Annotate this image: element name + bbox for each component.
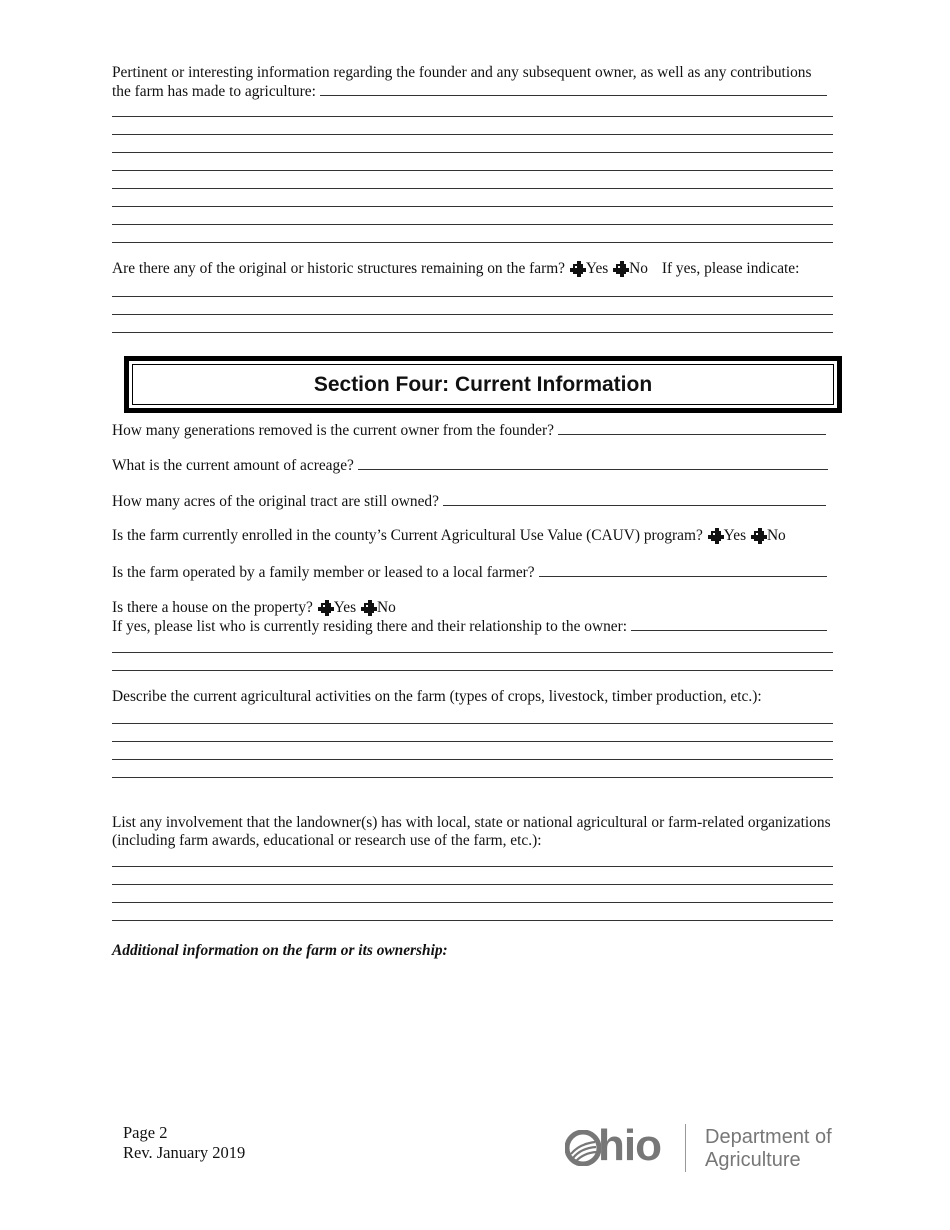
founder-info-prompt-line2 <box>112 82 827 101</box>
founder-info-line[interactable] <box>112 170 833 171</box>
involvement-question-line1: List any involvement that the landowner(s) has with local, state or national agricultural or farm-related organizations <box>112 814 831 831</box>
checkbox-icon[interactable] <box>754 531 764 541</box>
original-acres-question: How many acres of the original tract are still owned? <box>112 493 439 510</box>
checkbox-icon[interactable] <box>573 264 583 274</box>
structures-question-row <box>112 260 799 278</box>
acreage-field[interactable] <box>358 456 828 470</box>
checkbox-icon[interactable] <box>364 603 374 613</box>
structures-no-label: No <box>629 260 648 277</box>
house-question: Is there a house on the property? <box>112 599 313 616</box>
residing-row <box>112 617 827 636</box>
logo-divider <box>685 1124 686 1172</box>
involvement-line[interactable] <box>112 920 833 921</box>
revision-date: Rev. January 2019 <box>123 1143 246 1162</box>
checkbox-icon[interactable] <box>321 603 331 613</box>
ohio-logo-icon <box>565 1130 601 1166</box>
activities-question: Describe the current agricultural activities on the farm (types of crops, livestock, timber production, etc.): <box>112 688 762 705</box>
checkbox-icon[interactable] <box>711 531 721 541</box>
founder-info-label: the farm has made to agriculture: <box>112 83 316 100</box>
cauv-question: Is the farm currently enrolled in the county’s Current Agricultural Use Value (CAUV) program? <box>112 527 703 544</box>
founder-info-line[interactable] <box>112 206 833 207</box>
additional-info-heading: Additional information on the farm or its ownership: <box>112 942 448 959</box>
involvement-line[interactable] <box>112 884 833 885</box>
structures-line[interactable] <box>112 332 833 333</box>
involvement-line[interactable] <box>112 902 833 903</box>
residing-line[interactable] <box>112 670 833 671</box>
residing-line[interactable] <box>112 652 833 653</box>
operated-row <box>112 563 827 582</box>
structures-line[interactable] <box>112 296 833 297</box>
acreage-row <box>112 456 828 475</box>
founder-info-line[interactable] <box>112 224 833 225</box>
section-header <box>124 356 842 413</box>
founder-info-line[interactable] <box>112 152 833 153</box>
original-acres-field[interactable] <box>443 492 826 506</box>
founder-info-prompt-line1: Pertinent or interesting information regarding the founder and any subsequent owner, as well as any contributions <box>112 64 812 81</box>
acreage-question: What is the current amount of acreage? <box>112 457 354 474</box>
generations-field[interactable] <box>558 421 826 435</box>
residing-question: If yes, please list who is currently residing there and their relationship to the owner: <box>112 618 628 635</box>
founder-info-field[interactable] <box>320 82 827 96</box>
cauv-no-label: No <box>766 527 786 544</box>
founder-info-line[interactable] <box>112 116 833 117</box>
activities-line[interactable] <box>112 723 833 724</box>
house-yes-label: Yes <box>333 599 357 616</box>
founder-info-line[interactable] <box>112 134 833 135</box>
operated-question: Is the farm operated by a family member or leased to a local farmer? <box>112 564 535 581</box>
operated-field[interactable] <box>539 563 827 577</box>
cauv-yes-label: Yes <box>723 527 747 544</box>
structures-follow-up: If yes, please indicate: <box>661 260 800 277</box>
activities-line[interactable] <box>112 759 833 760</box>
involvement-question-line2: (including farm awards, educational or research use of the farm, etc.): <box>112 832 542 849</box>
structures-line[interactable] <box>112 314 833 315</box>
ohio-logo-word: hio <box>598 1121 661 1170</box>
house-no-label: No <box>377 599 396 616</box>
ohio-department-of-agriculture-logo <box>565 1120 845 1175</box>
structures-yes-label: Yes <box>585 260 609 277</box>
founder-info-line[interactable] <box>112 188 833 189</box>
department-line1: Department of <box>705 1126 832 1148</box>
residing-field[interactable] <box>631 617 827 631</box>
department-name <box>705 1126 832 1172</box>
cauv-row <box>112 527 786 545</box>
activities-line[interactable] <box>112 777 833 778</box>
generations-row <box>112 421 826 440</box>
founder-info-line[interactable] <box>112 242 833 243</box>
checkbox-icon[interactable] <box>616 264 626 274</box>
department-line2: Agriculture <box>705 1149 801 1171</box>
involvement-line[interactable] <box>112 866 833 867</box>
section-title: Section Four: Current Information <box>313 372 653 396</box>
generations-question: How many generations removed is the current owner from the founder? <box>112 422 554 439</box>
original-acres-row <box>112 492 826 511</box>
activities-line[interactable] <box>112 741 833 742</box>
page-number: Page 2 <box>123 1123 168 1142</box>
section-header-inner <box>132 364 834 405</box>
structures-question: Are there any of the original or historic structures remaining on the farm? <box>112 260 566 277</box>
house-row <box>112 599 396 617</box>
